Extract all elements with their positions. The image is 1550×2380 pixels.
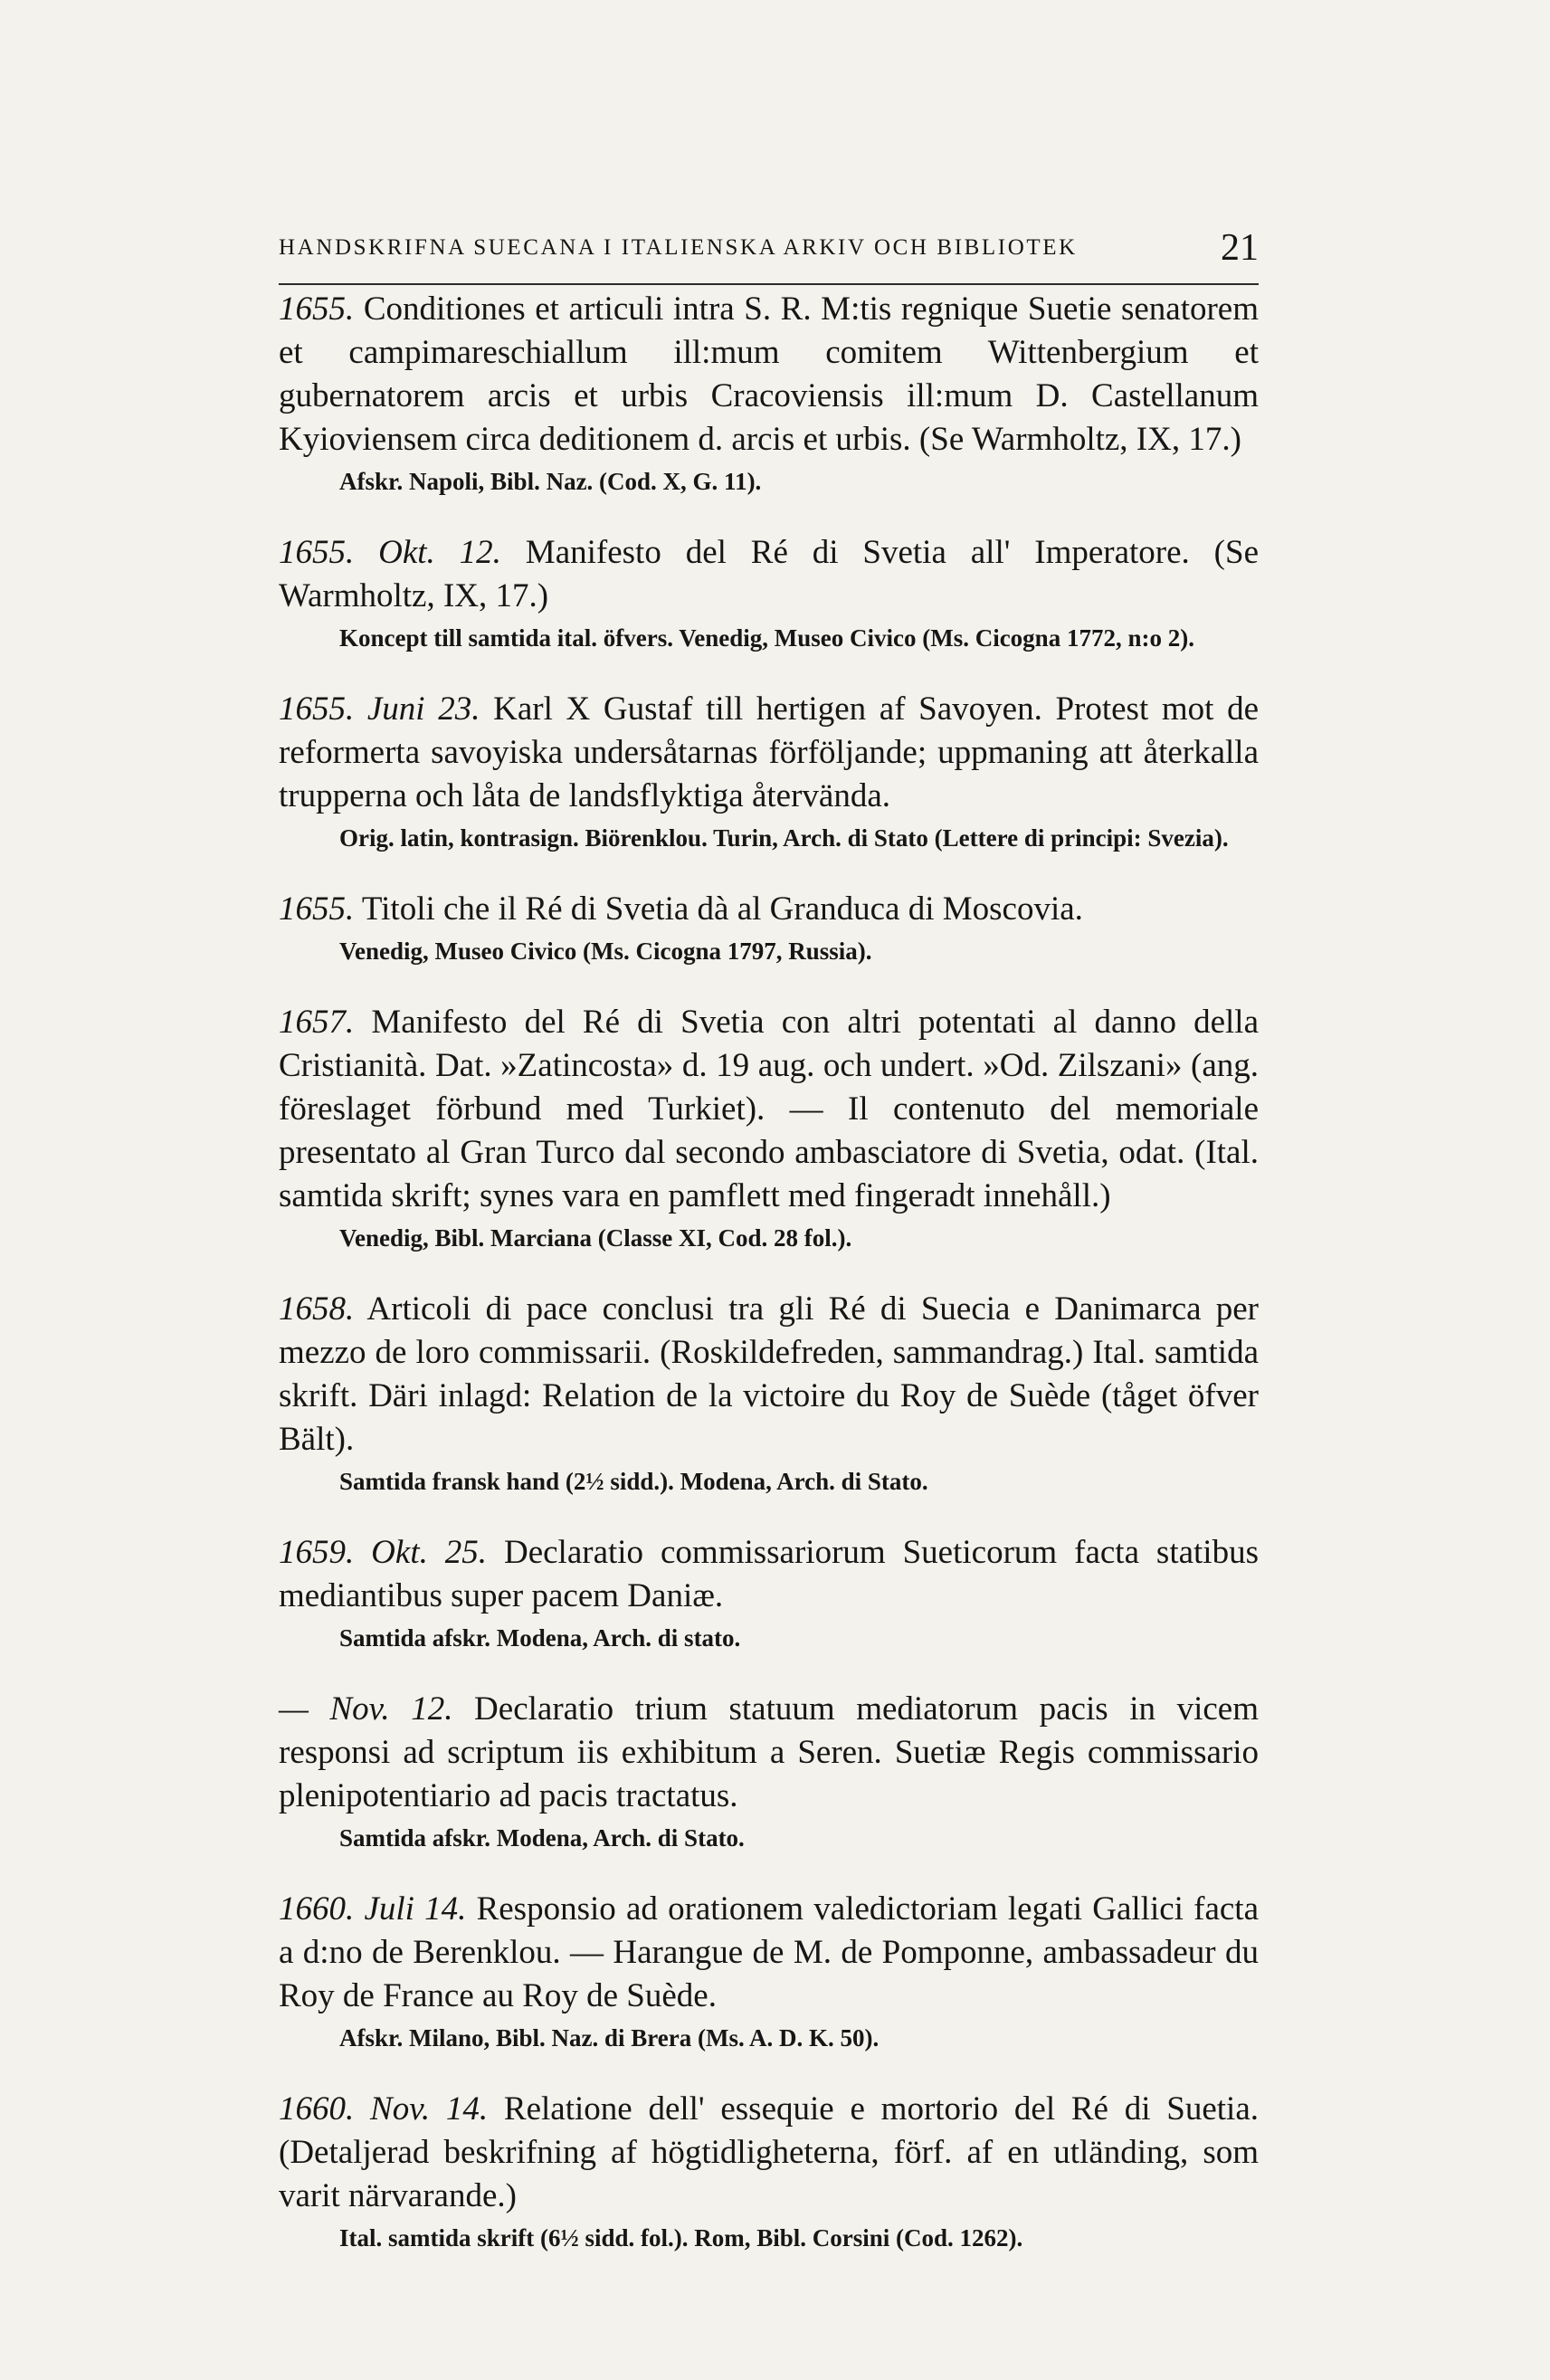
entry-source: Samtida afskr. Modena, Arch. di stato. (339, 1624, 741, 1652)
entry (279, 1288, 1259, 1497)
entry-source: Venedig, Bibl. Marciana (Classe XI, Cod. 28 fol.). (339, 1224, 852, 1252)
entry-description: Relatione dell' essequie e mortorio del Ré di Suetia. (Detaljerad beskrifning af högtidligheterna, förf. af en utländing, som varit närvarande.) (279, 2090, 1260, 2214)
entry-date: — Nov. 12. (279, 1690, 453, 1728)
entry-date: 1655. Juni 23. (279, 690, 480, 728)
entry-source: Afskr. Napoli, Bibl. Naz. (Cod. X, G. 11). (339, 468, 762, 495)
entry-text (279, 688, 1259, 818)
entry-description: Declaratio trium statuum mediatorum pacis in vicem responsi ad scriptum iis exhibitum a Seren. Suetiæ Regis commissario plenipotentiario ad pacis tractatus. (279, 1690, 1259, 1814)
entry-description: Declaratio commissariorum Sueticorum facta statibus mediantibus super pacem Daniæ. (279, 1534, 1259, 1614)
entry-date: 1659. Okt. 25. (279, 1534, 488, 1571)
page-number: 21 (1221, 227, 1259, 269)
running-header (279, 226, 1259, 281)
entry-date: 1655. (279, 890, 355, 928)
entry-date: 1655. (279, 290, 355, 328)
entry (279, 688, 1259, 853)
entry (279, 531, 1259, 653)
running-title: HANDSKRIFNA SUECANA I ITALIENSKA ARKIV OCH BIBLIOTEK (279, 235, 1078, 260)
entry-description: Manifesto del Ré di Svetia con altri potentati al danno della Cristianità. Dat. »Zatincosta» d. 19 aug. och undert. »Od. Zilszani» (ang. föreslaget förbund med Turkiet). — Il contenuto del memoriale presentato al Gran Turco dal secondo ambasciatore di Svetia, odat. (Ital. samtida skrift; synes vara en pamflett med fingeradt innehåll.) (279, 1004, 1259, 1214)
entry-text (279, 1531, 1259, 1618)
entry-date: 1657. (279, 1004, 355, 1041)
entry-date: 1658. (279, 1290, 355, 1328)
entry (279, 888, 1259, 966)
entry-date: 1660. Juli 14. (279, 1890, 467, 1928)
entry-text (279, 288, 1259, 462)
entry-source: Venedig, Museo Civico (Ms. Cicogna 1797, Russia). (339, 938, 872, 965)
entry-description: Manifesto del Ré di Svetia all' Imperatore. (Se Warmholtz, IX, 17.) (279, 534, 1259, 614)
entry-source: Orig. latin, kontrasign. Biörenklou. Turin, Arch. di Stato (Lettere di principi: Svezia). (339, 824, 1229, 852)
entry (279, 1688, 1259, 1853)
entries-list (279, 288, 1259, 2253)
entry-text (279, 531, 1259, 618)
entry-text (279, 2088, 1259, 2218)
entry-description: Titoli che il Ré di Svetia dà al Granduca di Moscovia. (361, 890, 1083, 928)
entry (279, 1001, 1259, 1253)
entry-description: Karl X Gustaf till hertigen af Savoyen. Protest mot de reformerta savoyiska undersåtarnas förföljande; uppmaning att återkalla trupperna och låta de landsflyktiga återvända. (279, 690, 1259, 814)
entry-text (279, 1688, 1259, 1818)
entry-source: Samtida fransk hand (2½ sidd.). Modena, Arch. di Stato. (339, 1468, 928, 1495)
entry-source: Samtida afskr. Modena, Arch. di Stato. (339, 1824, 745, 1852)
entry-text (279, 1001, 1259, 1218)
entry-text (279, 1288, 1259, 1461)
entry-description: Responsio ad orationem valedictoriam legati Gallici facta a d:no de Berenklou. — Harangue de M. de Pomponne, ambassadeur du Roy de France au Roy de Suède. (279, 1890, 1259, 2014)
entry-date: 1660. Nov. 14. (279, 2090, 489, 2128)
entry-source: Ital. samtida skrift (6½ sidd. fol.). Rom, Bibl. Corsini (Cod. 1262). (339, 2224, 1023, 2251)
entry-description: Conditiones et articuli intra S. R. M:tis regnique Suetie senatorem et campimareschiallum ill:mum comitem Wittenbergium et gubernatorem arcis et urbis Cracoviensis ill:mum D. Castellanum Kyioviensem circa deditionem d. arcis et urbis. (Se Warmholtz, IX, 17.) (279, 290, 1260, 458)
entry-text (279, 1888, 1259, 2018)
header-rule (279, 283, 1259, 285)
entry (279, 1888, 1259, 2053)
entry-date: 1655. Okt. 12. (279, 534, 501, 571)
entry (279, 2088, 1259, 2253)
entry (279, 1531, 1259, 1653)
entry-source: Koncept till samtida ital. öfvers. Venedig, Museo Civico (Ms. Cicogna 1772, n:o 2). (339, 624, 1194, 652)
entry-source: Afskr. Milano, Bibl. Naz. di Brera (Ms. A. D. K. 50). (339, 2024, 880, 2052)
entry (279, 288, 1259, 497)
entry-description: Articoli di pace conclusi tra gli Ré di Suecia e Danimarca per mezzo de loro commissarii. (Roskildefreden, sammandrag.) Ital. samtida skrift. Däri inlagd: Relation de la victoire du Roy de Suède (tåget öfver Bält). (279, 1290, 1259, 1458)
entry-text (279, 888, 1259, 931)
